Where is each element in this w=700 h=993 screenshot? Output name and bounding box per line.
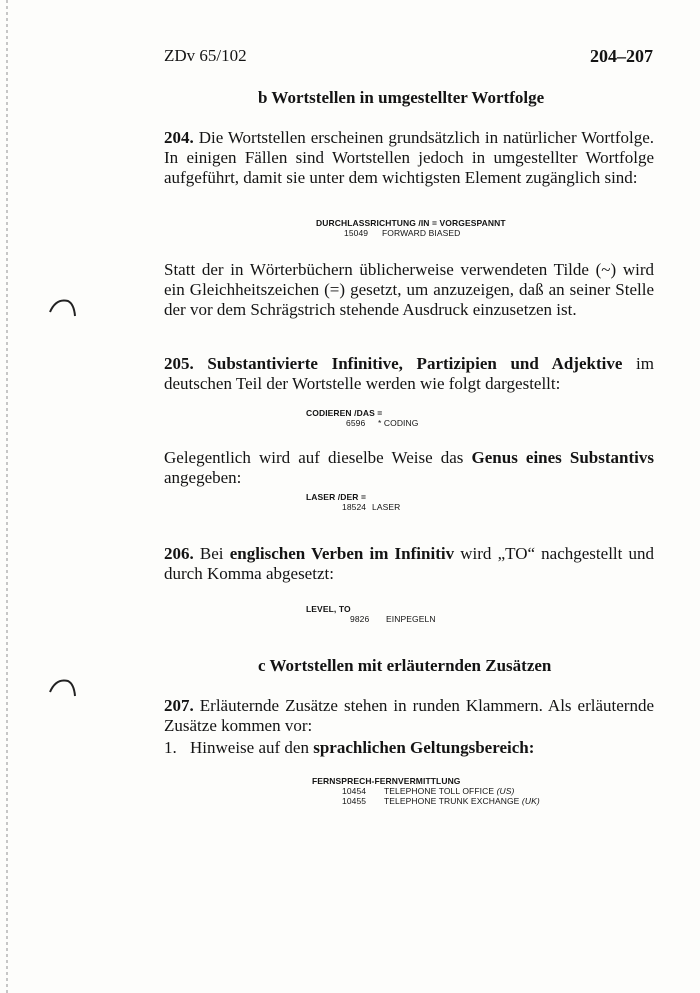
example-entry-205b [306,492,400,512]
example-entry-206 [306,604,436,624]
punch-hole-mark-top [48,296,78,318]
example-number: 10454 [342,786,367,796]
paragraph-206 [164,544,654,584]
example-term: TELEPHONE TRUNK EXCHANGE [384,796,520,806]
paragraph-bold-text: englischen Verben im Infinitiv [229,544,455,563]
paragraph-text: Die Wortstellen erscheinen grundsätzlich in natürlicher Wortfolge. In einigen Fällen sind Wortstellen jedoch in umgestellter Wortfolge aufgeführt, damit sie unter dem wichtigsten Element zugänglich sind: [164,128,654,187]
paragraph-bold-text: Substantivierte Infinitive, Partizipien und Adjektive [207,354,623,373]
paragraph-205-continued [164,448,654,488]
example-headword: LASER /DER = [306,492,367,502]
example-headword: FERNSPRECH-FERNVERMITTLUNG [312,776,461,786]
paragraph-204 [164,128,654,188]
paragraph-number: 206. [164,544,194,563]
example-number: 15049 [344,228,369,238]
example-term: * CODING [378,418,419,428]
paragraph-207 [164,696,654,736]
section-heading-c: c Wortstellen mit erläuternden Zusätzen [258,656,552,675]
example-headword: LEVEL, TO [306,604,351,614]
paragraph-text: im deutschen Teil der Wortstelle werden wie folgt dargestellt: [164,354,654,393]
paragraph-bold-text: Genus eines Substantivs [471,448,654,467]
paragraph-number: 207. [164,696,194,715]
paragraph-number: 205. [164,354,194,373]
list-item-text: Hinweise auf den [190,738,314,757]
example-term: LASER [372,502,401,512]
example-number: 10455 [342,796,367,806]
example-term: FORWARD BIASED [382,228,461,238]
paragraph-text: Bei [199,544,230,563]
example-headword: CODIEREN /DAS = [306,408,383,418]
header-document-id: ZDv 65/102 [164,46,247,65]
example-headword: DURCHLASSRICHTUNG /IN = VORGESPANNT [316,218,506,228]
paragraph-text: wird „TO“ nachgestellt und durch Komma abgesetzt: [164,544,655,583]
paragraph-text: angegeben: [164,468,242,487]
example-number: 6596 [346,418,366,428]
example-term: EINPEGELN [386,614,436,624]
example-entry-204 [316,218,506,238]
paragraph-number: 204. [164,128,194,147]
list-item-number: 1. [164,738,177,757]
list-item-bold-text: sprachlichen Geltungsbereich: [313,738,535,757]
paragraph-205 [164,354,654,394]
paragraph-204-continued [164,260,654,320]
example-number: 9826 [350,614,370,624]
section-heading-b: b Wortstellen in umgestellter Wortfolge [258,88,545,107]
scan-edge [6,0,8,993]
paragraph-text: Gelegentlich wird auf dieselbe Weise das [164,448,472,467]
list-item-1 [164,738,534,758]
paragraph-text: Erläuternde Zusätze stehen in runden Klammern. Als erläuternde Zusätze kommen vor: [164,696,655,735]
example-entry-207 [312,776,540,806]
example-entry-205 [306,408,418,428]
example-note: (UK) [521,796,540,806]
header-paragraph-range: 204–207 [590,46,653,66]
example-note: (US) [496,786,515,796]
punch-hole-mark-bottom [48,676,78,698]
paragraph-text: Statt der in Wörterbüchern üblicherweise verwendeten Tilde (~) wird ein Gleichheitszeichen (=) gesetzt, um anzuzeigen, daß an seiner Stelle der vor dem Schrägstrich stehende Ausdruck einzusetzen ist. [164,260,654,319]
example-number: 18524 [342,502,367,512]
example-term: TELEPHONE TOLL OFFICE [384,786,495,796]
